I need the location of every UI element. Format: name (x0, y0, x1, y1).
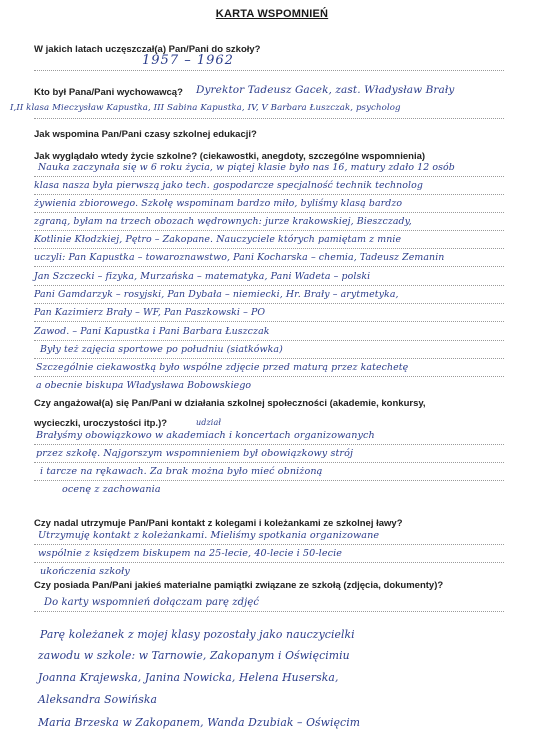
answer-line (34, 562, 504, 563)
note-line: Joanna Krajewska, Janina Nowicka, Helena Huserska, (38, 671, 339, 684)
answer-line-text: a obecnie biskupa Władysława Bobowskiego (36, 380, 252, 391)
answer-line (34, 462, 504, 463)
question-school-memorabilia: Czy posiada Pan/Pani jakieś materialne pamiątki związane ze szkołą (zdjęcia, dokumenty)? (34, 580, 444, 591)
note-line: Parę koleżanek z mojej klasy pozostały jako nauczycielki (40, 628, 355, 641)
answer-line-text: Jan Szczecki – fizyka, Murzańska – matematyka, Pani Wadeta – polski (34, 271, 371, 282)
answer-line (34, 285, 504, 286)
answer-line (34, 176, 504, 177)
form-title: KARTA WSPOMNIEŃ (215, 8, 329, 20)
answer-line-text: Kotlinie Kłodzkiej, Pętro – Zakopane. Nauczyciele których pamiętam z mnie (34, 234, 402, 245)
question-school-community-continued: wycieczki, uroczystości itp.)? (34, 418, 168, 429)
answer-line (34, 358, 504, 359)
answer-line (34, 194, 504, 195)
note-line: Maria Brzeska w Zakopanem, Wanda Dzubiak – Oświęcim (38, 716, 361, 729)
answer-line-text: żywienia zbiorowego. Szkołę wspominam bardzo miło, byliśmy klasą bardzo (34, 198, 403, 209)
question-school-community: Czy angażował(a) się Pan/Pani w działania szkolnej społeczności (akademie, konkursy, (34, 398, 426, 409)
question-school-memories: Jak wspomina Pan/Pani czasy szkolnej edukacji? (34, 129, 257, 140)
answer-line (34, 248, 504, 249)
answer-line (34, 611, 504, 612)
answer-contact-line-3: ukończenia szkoły (40, 566, 130, 577)
answer-line (34, 444, 504, 445)
answer-teacher-line-2: I,II klasa Mieczysław Kapustka, III Sabina Kapustka, IV, V Barbara Łuszczak, psycholog (10, 103, 401, 113)
question-classmate-contact: Czy nadal utrzymuje Pan/Pani kontakt z kolegami i koleżankami ze szkolnej ławy? (34, 518, 403, 529)
answer-line-text: Nauka zaczynała się w 6 roku życia, w piątej klasie było nas 16, matury zdało 12 osób (38, 162, 455, 173)
answer-line (34, 266, 504, 267)
answer-line-text: zgraną, byłam na trzech obozach wędrownych: jurze krakowskiej, Bieszczady, (34, 216, 412, 227)
answer-line (34, 70, 504, 71)
answer-line-text: Zawod. – Pani Kapustka i Pani Barbara Łuszczak (34, 326, 270, 337)
answer-line (34, 376, 504, 377)
question-school-years: W jakich latach uczęszczał(a) Pan/Pani do szkoły? (34, 44, 261, 55)
answer-community-line-4: ocenę z zachowania (62, 484, 161, 495)
answer-community-line-3: i tarcze na rękawach. Za brak można było mieć obniżoną (40, 466, 323, 477)
answer-community-line-1: Brałyśmy obowiązkowo w akademiach i koncertach organizowanych (36, 430, 375, 441)
answer-line-text: Pani Gamdarzyk – rosyjski, Pan Dybała – niemiecki, Hr. Brały – arytmetyka, (34, 289, 399, 300)
answer-line-text: Szczególnie ciekawostką było wspólne zdjęcie przed maturą przez katechetę (36, 362, 409, 373)
answer-teacher-line-1: Dyrektor Tadeusz Gacek, zast. Władysław Brały (196, 84, 455, 96)
answer-line (34, 321, 504, 322)
question-school-life: Jak wyglądało wtedy życie szkolne? (ciekawostki, anegdoty, szczególne wspomnienia) (34, 151, 426, 162)
answer-line-text: Pan Kazimierz Brały – WF, Pan Paszkowski – PO (34, 307, 266, 318)
answer-contact-line-1: Utrzymuję kontakt z koleżankami. Mieliśmy spotkania organizowane (38, 530, 380, 541)
answer-memorabilia: Do karty wspomnień dołączam parę zdjęć (44, 597, 260, 608)
question-homeroom-teacher: Kto był Pana/Pani wychowawcą? (34, 87, 183, 98)
answer-contact-line-2: wspólnie z księdzem biskupem na 25-lecie, 40-lecie i 50-lecie (38, 548, 343, 559)
answer-community-line-2: przez szkołę. Najgorszym wspomnieniem był obowiązkowy strój (36, 448, 354, 459)
answer-line (34, 212, 504, 213)
answer-line (34, 230, 504, 231)
answer-line (34, 544, 504, 545)
answer-line (34, 340, 504, 341)
answer-line (34, 118, 504, 119)
answer-line-text: Były też zajęcia sportowe po południu (siatkówka) (40, 344, 283, 355)
note-line: Aleksandra Sowińska (38, 693, 158, 706)
answer-line (34, 303, 504, 304)
answer-insertion: udział (196, 418, 222, 427)
answer-line (34, 480, 504, 481)
answer-line-text: klasa nasza była pierwszą jako tech. gospodarcze specjalność technik technolog (34, 180, 423, 191)
note-line: zawodu w szkole: w Tarnowie, Zakopanym i Oświęcimiu (38, 649, 350, 662)
answer-line-text: uczyli: Pan Kapustka – towaroznawstwo, Pani Kocharska – chemia, Tadeusz Zemanin (34, 252, 445, 263)
answer-school-years: 1957 – 1962 (142, 53, 234, 68)
